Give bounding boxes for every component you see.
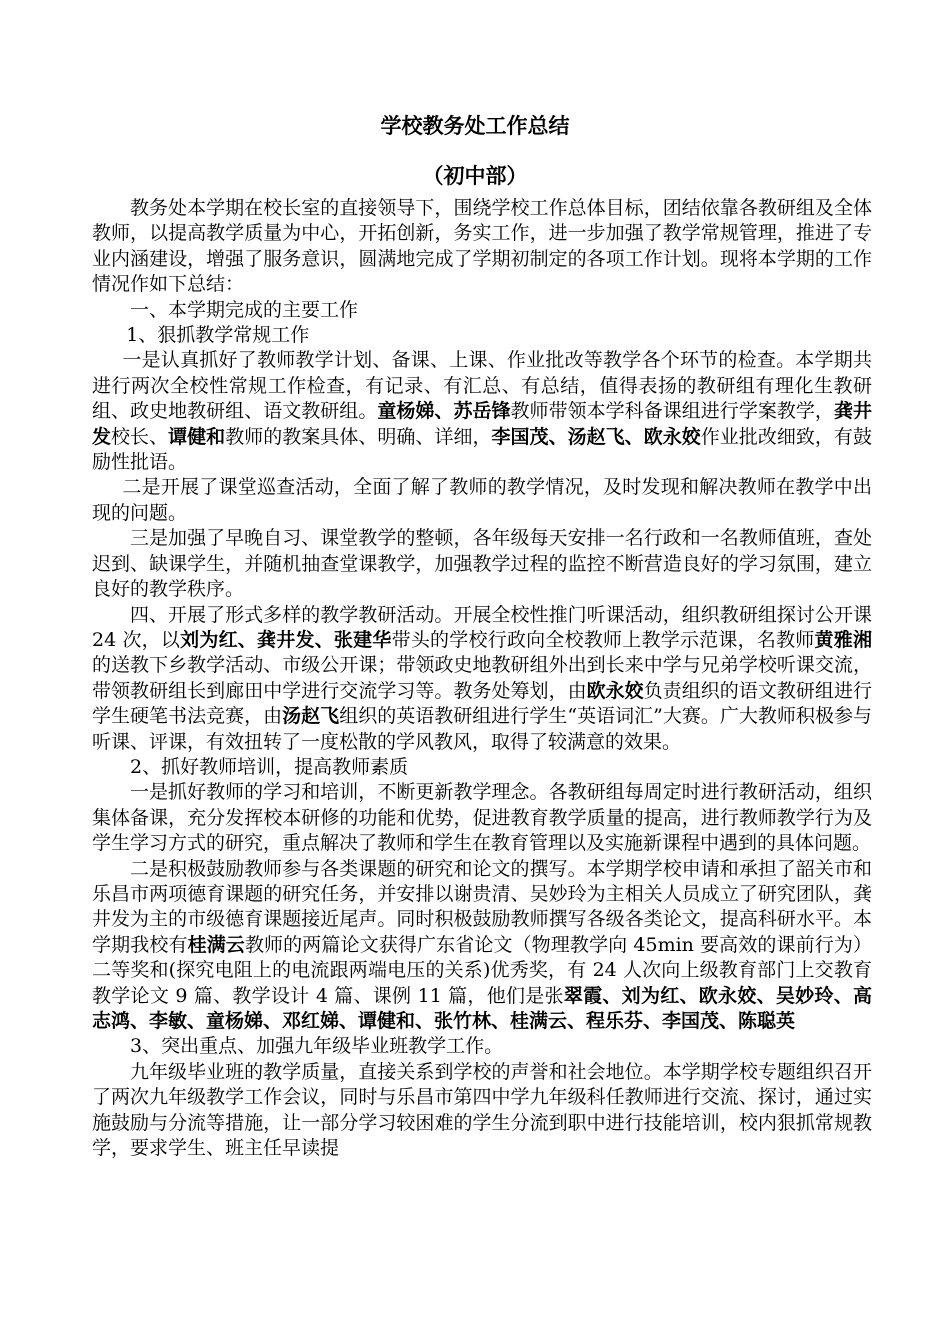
paragraph-text: 四、开展了形式多样的教学教研活动。开展全校性推门听课活动，组织教研组探讨公开课 24 次，以: [92, 603, 872, 651]
paragraph-text: 教师带领本学科备课组进行学案教学，: [510, 400, 834, 423]
bold-name-text: 李国茂、汤赵飞、欧永姣: [491, 425, 701, 448]
paragraph-item-1: [92, 323, 872, 348]
paragraph-text: 二是开展了课堂巡查活动，全面了解了教师的教学情况，及时发现和解决教师在教学中出现的问题。: [92, 476, 872, 524]
bold-name-text: 欧永姣: [586, 679, 644, 702]
bold-name-text: 刘为红、龚井发、张建华: [180, 628, 392, 651]
paragraph-text: 1、狠抓教学常规工作: [126, 324, 310, 347]
paragraph-item-2: [92, 755, 872, 780]
paragraph-text: 教师的两篇论文获得广东省论文（物理教学向 45min 要高效的课前行为）二等奖和(探究电阻上的电流跟两端电压的关系)优秀奖，有 24 人次向上级教育部门上交教育教学论文 9 篇、教学设计 4 篇、课例 11 篇，他们是张: [92, 933, 872, 1007]
paragraph-section-1: [92, 298, 872, 323]
paragraph-p-grade9: [92, 1060, 872, 1162]
paragraph-text: 校长、: [111, 425, 169, 448]
paragraph-text: 一、本学期完成的主要工作: [130, 298, 359, 321]
paragraph-text: 3、突出重点、加强九年级毕业班教学工作。: [130, 1035, 504, 1058]
paragraph-p-routine-4: [92, 603, 872, 755]
document-body: [92, 196, 872, 1161]
bold-name-text: 汤赵飞: [282, 705, 340, 728]
paragraph-text: 教务处本学期在校长室的直接领导下，围绕学校工作总体目标，团结依靠各教研组及全体教师，以提高教学质量为中心，开拓创新，务实工作，进一步加强了教学常规管理，推进了专业内涵建设，增强了服务意识，圆满地完成了学期初制定的各项工作计划。现将本学期的工作情况作如下总结：: [92, 197, 872, 296]
paragraph-text: 教师的教案具体、明确、详细，: [225, 425, 492, 448]
paragraph-text: 作业批改细致，有鼓励性批语。: [92, 425, 872, 474]
bold-name-text: 谭健和: [168, 425, 226, 448]
bold-name-text: 翠霞、刘为红、欧永姣、吴妙玲、高志鸿、李敏、童杨娣、邓红娣、谭健和、张竹林、桂满云、程乐芬、李国茂、陈聪英: [92, 984, 872, 1032]
bold-name-text: 龚井发: [92, 400, 872, 448]
paragraph-p-routine-1: [92, 348, 872, 475]
paragraph-text: 2、抓好教师培训，提高教师素质: [130, 755, 409, 778]
paragraph-text: 九年级毕业班的教学质量，直接关系到学校的声誉和社会地位。本学期学校专题组织召开了两次九年级教学工作会议，同时与乐昌市第四中学九年级科任教师进行交流、探讨，通过实施鼓励与分流等措施，让一部分学习较困难的学生分流到职中进行技能培训，校内狠抓常规教学，要求学生、班主任早读提: [92, 1060, 872, 1160]
bold-name-text: 童杨娣、苏岳锋: [377, 400, 511, 423]
paragraph-text: 组织的英语教研组进行学生“英语词汇”大赛。广大教师积极参与听课、评课，有效扭转了一度松散的学风教风，取得了较满意的效果。: [92, 705, 872, 753]
paragraph-p-train-2: [92, 857, 872, 1035]
paragraph-p-train-1: [92, 780, 872, 856]
paragraph-p-routine-2: [92, 475, 872, 526]
paragraph-text: 三是加强了早晚自习、课堂教学的整顿，各年级每天安排一名行政和一名教师值班，查处迟到、缺课学生，并随机抽查堂课教学，加强教学过程的监控不断营造良好的学习氛围，建立良好的教学秩序。: [92, 527, 872, 601]
paragraph-text: 一是认真抓好了教师教学计划、备课、上课、作业批改等教学各个环节的检查。本学期共进行两次全校性常规工作检查，有记录、有汇总、有总结，值得表扬的教研组有理化生教研组、政史地教研组、语文教研组。: [92, 349, 872, 423]
bold-name-text: 黄雅湘: [814, 628, 872, 651]
paragraph-item-3: [92, 1034, 872, 1059]
paragraph-text: 负责组织的语文教研组进行学生硬笔书法竞赛，由: [92, 679, 872, 728]
document-subtitle: （初中部）: [422, 163, 528, 188]
paragraph-p-routine-3: [92, 526, 872, 602]
bold-name-text: 桂满云: [187, 933, 245, 956]
paragraph-text: 带头的学校行政向全校教师上教学示范课，名教师: [391, 628, 815, 651]
paragraph-intro: [92, 196, 872, 298]
paragraph-text: 的送教下乡教学活动、市级公开课；带领政史地教研组外出到长来中学与兄弟学校听课交流，带领教研组长到廊田中学进行交流学习等。教务处筹划，由: [92, 654, 872, 702]
document-title: 学校教务处工作总结: [380, 113, 570, 138]
paragraph-text: 一是抓好教师的学习和培训，不断更新教学理念。各教研组每周定时进行教研活动，组织集体备课，充分发挥校本研修的功能和优势，促进教育教学质量的提高，进行教师教学行为及学生学习方式的研究，重点解决了教师和学生在教育管理以及实施新课程中遇到的具体问题。: [92, 781, 872, 855]
paragraph-text: 二是积极鼓励教师参与各类课题的研究和论文的撰写。本学期学校申请和承担了韶关市和乐昌市两项德育课题的研究任务，并安排以谢贵清、吴妙玲为主相关人员成立了研究团队，龚井发为主的市级德育课题接近尾声。同时积极鼓励教师撰写各级各类论文，提高科研水平。本学期我校有: [92, 857, 872, 956]
